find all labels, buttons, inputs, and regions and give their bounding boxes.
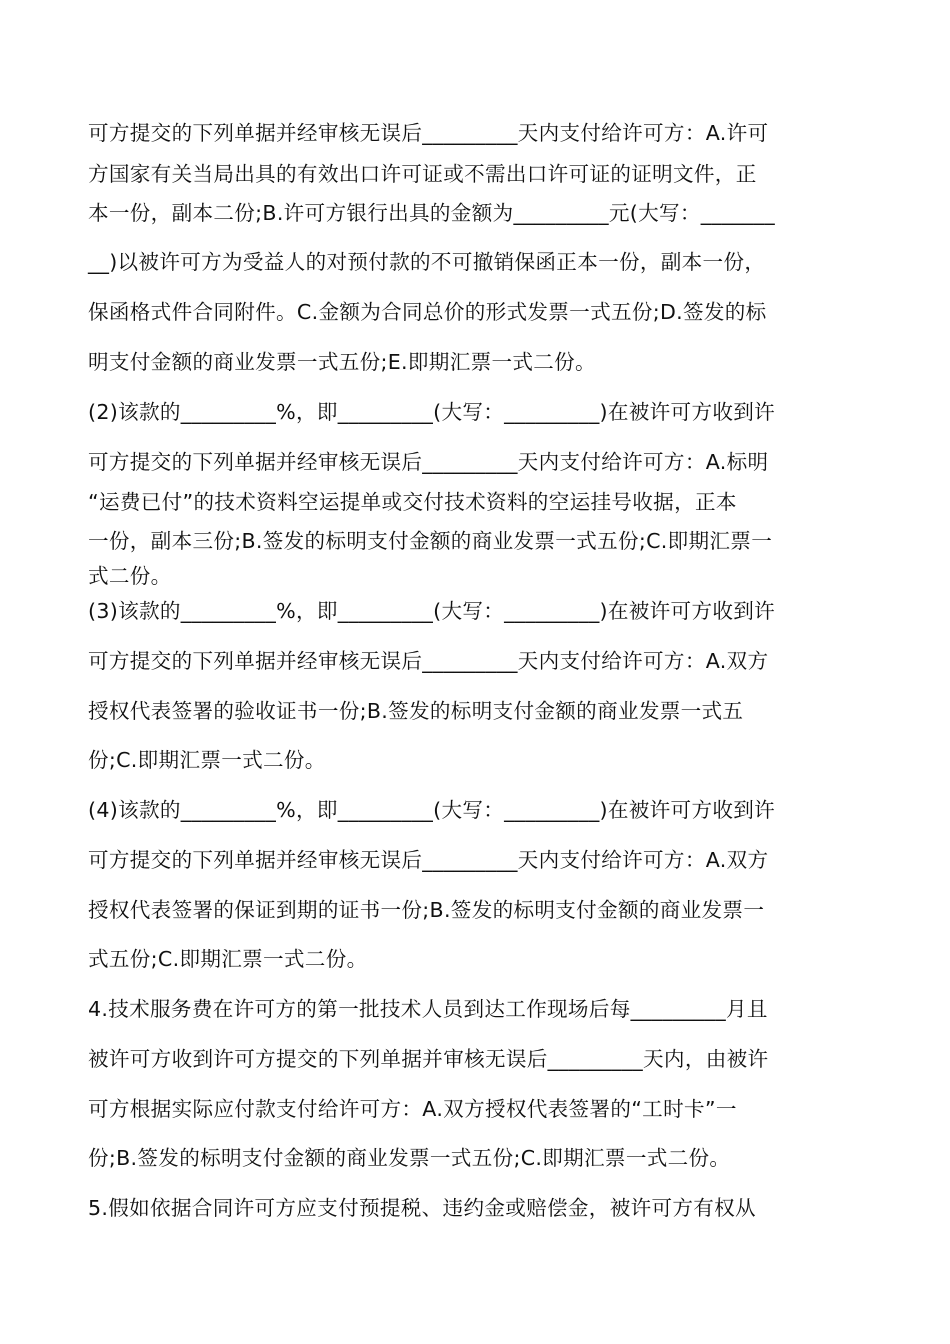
text-line: 可方提交的下列单据并经审核无误后_________天内支付给许可方：A.许可 [88,121,769,145]
text-line: 授权代表签署的验收证书一份;B.签发的标明支付金额的商业发票一式五 [88,699,744,723]
text-line: 可方根据实际应付款支付给许可方：A.双方授权代表签署的“工时卡”一 [88,1097,737,1121]
text-line: 4.技术服务费在许可方的第一批技术人员到达工作现场后每_________月且 [88,997,768,1021]
text-line: 式二份。 [88,564,172,588]
text-line: 明支付金额的商业发票一式五份;E.即期汇票一式二份。 [88,350,596,374]
text-line: __)以被许可方为受益人的对预付款的不可撤销保函正本一份，副本一份， [88,250,766,274]
text-line: 授权代表签署的保证到期的证书一份;B.签发的标明支付金额的商业发票一 [88,898,765,922]
text-line: 份;B.签发的标明支付金额的商业发票一式五份;C.即期汇票一式二份。 [88,1146,731,1170]
text-line: “运费已付”的技术资料空运提单或交付技术资料的空运挂号收据，正本 [88,490,737,514]
text-line: 一份，副本三份;B.签发的标明支付金额的商业发票一式五份;C.即期汇票一 [88,529,773,553]
text-line: 本一份，副本二份;B.许可方银行出具的金额为_________元(大写：_______ [88,201,775,225]
text-line: (2)该款的_________%，即_________(大写：_________)在被许可方收到许 [88,400,776,424]
text-line: 式五份;C.即期汇票一式二份。 [88,947,368,971]
text-line: (3)该款的_________%，即_________(大写：_________)在被许可方收到许 [88,599,776,623]
text-line: 可方提交的下列单据并经审核无误后_________天内支付给许可方：A.双方 [88,649,769,673]
text-line: 可方提交的下列单据并经审核无误后_________天内支付给许可方：A.双方 [88,848,769,872]
text-line: 保函格式件合同附件。C.金额为合同总价的形式发票一式五份;D.签发的标 [88,300,767,324]
text-line: 份;C.即期汇票一式二份。 [88,748,326,772]
text-line: 被许可方收到许可方提交的下列单据并审核无误后_________天内，由被许 [88,1047,769,1071]
text-line: 5.假如依据合同许可方应支付预提税、违约金或赔偿金，被许可方有权从 [88,1196,756,1220]
text-line: 可方提交的下列单据并经审核无误后_________天内支付给许可方：A.标明 [88,450,769,474]
text-line: (4)该款的_________%，即_________(大写：_________)在被许可方收到许 [88,798,776,822]
text-line: 方国家有关当局出具的有效出口许可证或不需出口许可证的证明文件，正 [88,162,757,186]
